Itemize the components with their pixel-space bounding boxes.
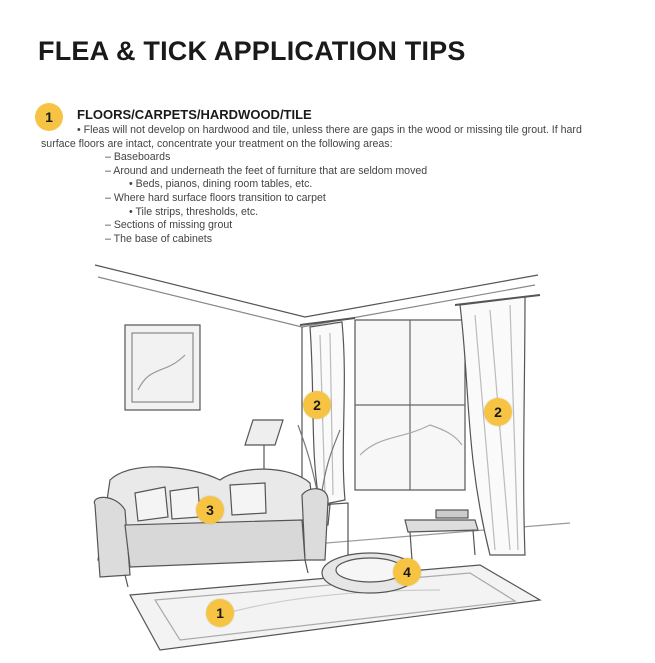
list-item-baseboards: – Baseboards xyxy=(105,151,171,164)
sub-item-transition-examples: • Tile strips, thresholds, etc. xyxy=(129,205,259,218)
marker-curtain-left: 2 xyxy=(303,391,331,419)
marker-sofa: 3 xyxy=(196,496,224,524)
marker-pet-bed: 4 xyxy=(393,558,421,586)
list-item-transitions: – Where hard surface floors transition to carpet xyxy=(105,191,326,204)
sub-item-furniture-examples: • Beds, pianos, dining room tables, etc. xyxy=(129,178,313,191)
section-body xyxy=(41,124,637,246)
list-item-cabinets: – The base of cabinets xyxy=(105,232,212,245)
page-title: FLEA & TICK APPLICATION TIPS xyxy=(38,36,466,66)
marker-curtain-right: 2 xyxy=(484,398,512,426)
intro-line-2: surface floors are intact, concentrate your treatment on the following areas: xyxy=(41,137,393,150)
list-item-grout: – Sections of missing grout xyxy=(105,219,233,232)
section-number-badge: 1 xyxy=(35,103,63,131)
marker-rug: 1 xyxy=(206,599,234,627)
section-heading: FLOORS/CARPETS/HARDWOOD/TILE xyxy=(77,107,312,122)
intro-line-1: • Fleas will not develop on hardwood and tile, unless there are gaps in the wood or missing tile grout. If hard xyxy=(77,124,582,136)
living-room-illustration xyxy=(70,255,590,658)
living-room-drawing xyxy=(70,255,590,658)
list-item-furniture: – Around and underneath the feet of furniture that are seldom moved xyxy=(105,164,428,177)
